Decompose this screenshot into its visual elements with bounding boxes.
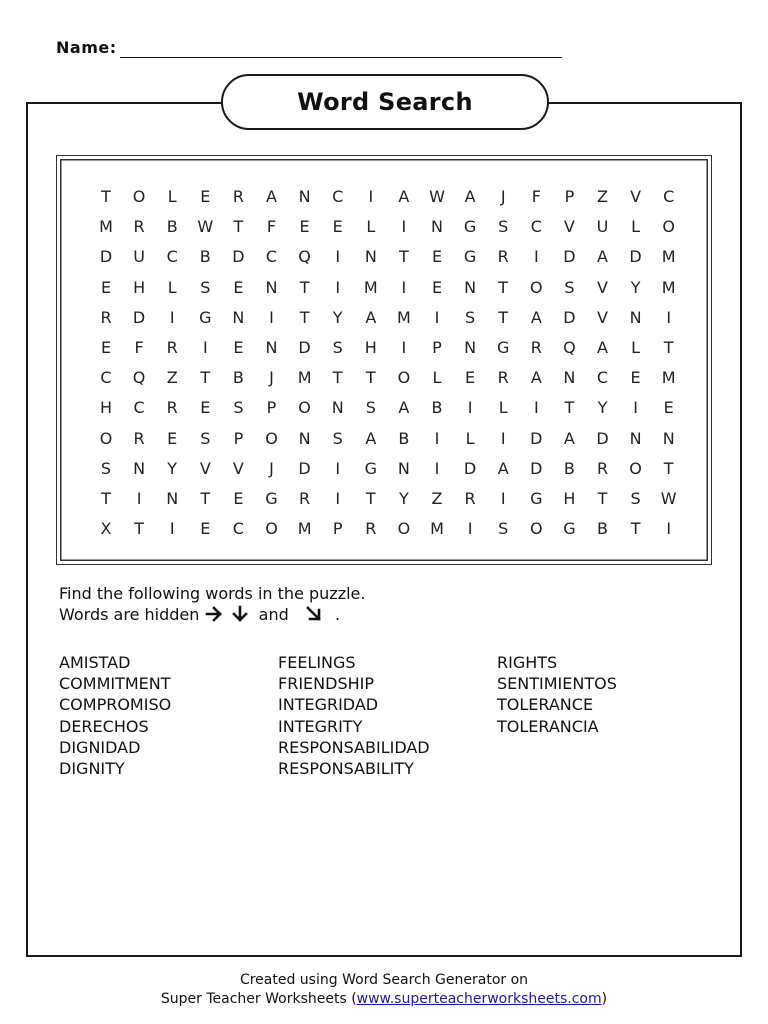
grid-letter: S — [200, 277, 211, 297]
grid-letter: C — [100, 368, 112, 388]
grid-letter: T — [365, 368, 376, 388]
grid-letter: U — [133, 247, 145, 267]
grid-letter: M — [661, 277, 676, 297]
grid-letter: H — [99, 398, 113, 418]
grid-letter: R — [133, 217, 145, 237]
grid-letter: M — [661, 368, 676, 388]
grid-letter: I — [269, 307, 274, 327]
grid-letter: A — [597, 338, 608, 357]
grid-letter: T — [564, 398, 575, 418]
grid-letter: I — [666, 307, 672, 327]
grid-letter: T — [332, 368, 343, 388]
grid-letter: T — [498, 307, 509, 327]
grid-row — [57, 212, 711, 242]
grid-letter: I — [500, 489, 506, 508]
grid-letter: S — [630, 489, 641, 508]
grid-letter: E — [100, 277, 112, 297]
word-list-item: SENTIMIENTOS — [497, 674, 617, 694]
word-list-item: RIGHTS — [497, 653, 558, 672]
grid-letter: S — [332, 428, 343, 448]
grid-letter: Q — [298, 247, 311, 267]
grid-letter: I — [335, 277, 341, 297]
grid-letter: R — [497, 368, 509, 388]
grid-letter: I — [533, 398, 539, 418]
grid-letter: T — [663, 458, 674, 478]
grid-letter: Z — [431, 489, 443, 508]
grid-letter: D — [596, 428, 609, 448]
grid-letter: E — [100, 338, 112, 357]
grid-letter: M — [396, 307, 411, 327]
grid-letter: C — [265, 247, 278, 267]
grid-letter: M — [363, 277, 378, 297]
grid-letter: T — [200, 368, 211, 388]
grid-letter: N — [331, 398, 344, 418]
grid-letter: U — [596, 217, 609, 237]
grid-letter: E — [233, 338, 244, 357]
word-list-item: DIGNITY — [59, 759, 125, 779]
grid-letter: N — [563, 368, 576, 388]
grid-letter: S — [498, 519, 509, 539]
grid-letter: B — [563, 458, 575, 478]
word-list-item: TOLERANCE — [497, 695, 594, 715]
grid-letter: S — [564, 277, 575, 297]
footer-prefix: Super Teacher Worksheets ( — [160, 991, 357, 1007]
grid-letter: O — [265, 428, 278, 448]
grid-letter: M — [661, 247, 676, 267]
grid-letter: F — [134, 338, 144, 357]
grid-letter: I — [434, 307, 440, 327]
worksheet-title: Word Search — [221, 74, 549, 130]
grid-letter: R — [133, 428, 145, 448]
grid-letter: L — [465, 428, 475, 448]
down-arrow-icon — [230, 605, 250, 623]
grid-letter: V — [232, 458, 244, 478]
grid-letter: F — [266, 217, 277, 237]
grid-letter: I — [467, 398, 473, 418]
grid-letter: N — [629, 307, 642, 327]
grid-letter: D — [298, 458, 311, 478]
grid-letter: T — [200, 489, 211, 508]
grid-letter: W — [429, 187, 445, 206]
grid-letter: Z — [166, 368, 178, 388]
grid-letter: R — [596, 458, 609, 478]
grid-letter: M — [430, 519, 444, 539]
grid-row — [57, 182, 711, 212]
grid-letter: G — [496, 338, 510, 357]
grid-letter: P — [332, 519, 343, 539]
grid-letter: I — [467, 519, 473, 539]
grid-letter: B — [597, 519, 608, 539]
grid-letter: N — [166, 489, 179, 508]
grid-letter: N — [298, 428, 311, 448]
grid-letter: I — [434, 428, 440, 448]
grid-letter: T — [233, 217, 244, 237]
grid-letter: A — [563, 428, 575, 448]
grid-letter: E — [431, 277, 443, 297]
grid-letter: E — [200, 519, 211, 539]
grid-letter: O — [397, 519, 411, 539]
grid-letter: L — [432, 368, 442, 388]
grid-letter: A — [398, 398, 410, 418]
grid-letter: L — [366, 217, 376, 237]
grid-letter: I — [666, 519, 672, 539]
grid-letter: I — [169, 519, 175, 539]
grid-letter: S — [498, 217, 509, 237]
word-list-item: INTEGRITY — [278, 716, 363, 736]
grid-letter: C — [332, 187, 344, 206]
grid-letter: E — [431, 247, 443, 267]
grid-letter: V — [597, 277, 608, 297]
grid-letter: T — [299, 307, 310, 327]
grid-letter: N — [397, 458, 410, 478]
grid-letter: A — [597, 247, 608, 267]
grid-letter: D — [530, 428, 543, 448]
grid-letter: I — [136, 489, 142, 508]
grid-letter: R — [100, 307, 112, 327]
grid-letter: D — [99, 247, 113, 267]
grid-letter: O — [265, 519, 278, 539]
grid-letter: I — [401, 277, 407, 297]
grid-letter: C — [663, 187, 675, 206]
grid-letter: T — [597, 489, 608, 508]
grid-letter: T — [101, 489, 111, 508]
grid-row — [57, 454, 711, 484]
grid-letter: E — [332, 217, 343, 237]
grid-letter: J — [269, 368, 274, 388]
grid-letter: D — [463, 458, 477, 478]
grid-letter: N — [464, 277, 477, 297]
footer-link[interactable]: www.superteacherworksheets.com — [356, 991, 602, 1007]
grid-letter: E — [233, 489, 244, 508]
grid-letter: B — [166, 217, 178, 237]
grid-letter: E — [167, 428, 178, 448]
grid-letter: D — [629, 247, 642, 267]
grid-letter: N — [265, 338, 278, 357]
word-list-column-2 — [278, 652, 430, 779]
grid-letter: I — [335, 489, 341, 508]
grid-letter: A — [365, 428, 377, 448]
grid-letter: D — [563, 247, 576, 267]
footer — [0, 971, 768, 1009]
instructions-prefix: Words are hidden — [59, 605, 200, 624]
grid-letter: R — [530, 338, 542, 357]
grid-row — [57, 424, 711, 454]
grid-letter: O — [132, 187, 146, 206]
grid-letter: D — [298, 338, 311, 357]
word-search-grid — [56, 155, 712, 565]
grid-letter: C — [596, 368, 609, 388]
grid-letter: T — [498, 277, 509, 297]
grid-letter: D — [232, 247, 245, 267]
grid-letter: R — [166, 338, 178, 357]
grid-letter: Y — [332, 307, 343, 327]
grid-letter: T — [399, 247, 409, 267]
grid-letter: Q — [132, 368, 146, 388]
grid-row — [57, 242, 711, 272]
instructions-and: and — [258, 605, 289, 624]
grid-letter: R — [365, 519, 377, 539]
grid-row — [57, 273, 711, 303]
grid-letter: O — [99, 428, 113, 448]
grid-letter: G — [530, 489, 543, 508]
right-arrow-icon — [204, 605, 224, 623]
grid-letter: A — [530, 368, 542, 388]
grid-letter: A — [464, 187, 476, 206]
grid-letter: I — [533, 247, 539, 267]
grid-letter: M — [297, 368, 312, 388]
grid-letter: H — [133, 277, 146, 297]
grid-letter: M — [297, 519, 312, 539]
grid-row — [57, 363, 711, 393]
grid-letter: D — [530, 458, 543, 478]
grid-letter: B — [232, 368, 244, 388]
grid-letter: H — [364, 338, 377, 357]
footer-suffix: ) — [601, 991, 608, 1007]
grid-letter: R — [464, 489, 476, 508]
grid-letter: T — [663, 338, 674, 357]
grid-letter: E — [465, 368, 476, 388]
grid-letter: C — [530, 217, 542, 237]
word-list-item: RESPONSABILIDAD — [278, 737, 430, 757]
grid-row — [57, 484, 711, 514]
footer-line1: Created using Word Search Generator on — [239, 972, 529, 988]
grid-letter: E — [630, 368, 641, 388]
grid-letter: S — [233, 398, 244, 418]
grid-letter: T — [299, 277, 310, 297]
grid-letter: D — [132, 307, 146, 327]
instructions-line2 — [59, 604, 365, 625]
grid-letter: I — [368, 187, 374, 206]
grid-letter: F — [531, 187, 541, 206]
grid-letter: Y — [167, 458, 178, 478]
grid-letter: E — [663, 398, 674, 418]
grid-letter: N — [133, 458, 146, 478]
grid-letter: G — [265, 489, 278, 508]
word-list-item: DIGNIDAD — [59, 737, 141, 757]
grid-letter: A — [497, 458, 509, 478]
name-line — [120, 57, 562, 58]
grid-letter: R — [232, 187, 244, 206]
word-list-item: TOLERANCIA — [497, 716, 599, 736]
grid-letter: J — [500, 187, 506, 206]
grid-letter: N — [464, 338, 477, 357]
grid-letter: I — [434, 458, 440, 478]
grid-letter: W — [197, 217, 214, 237]
grid-letter: A — [365, 307, 377, 327]
grid-letter: A — [398, 187, 410, 206]
grid-letter: Y — [597, 398, 608, 418]
grid-letter: T — [101, 187, 111, 206]
grid-letter: V — [630, 187, 642, 206]
word-list-item: COMMITMENT — [59, 674, 171, 694]
word-list-item: FRIENDSHIP — [278, 674, 374, 694]
grid-letter: B — [199, 247, 211, 267]
grid-letter: L — [167, 187, 177, 206]
grid-letter: X — [100, 519, 112, 539]
grid-letter: S — [100, 458, 112, 478]
grid-row — [57, 514, 711, 544]
word-list-item: INTEGRIDAD — [278, 695, 379, 715]
word-list-item: DERECHOS — [59, 716, 149, 736]
grid-letter: E — [200, 398, 211, 418]
grid-row — [57, 393, 711, 423]
grid-letter: I — [335, 247, 341, 267]
grid-letter: C — [133, 398, 145, 418]
grid-letter: V — [597, 307, 608, 327]
down-right-arrow-icon — [304, 605, 324, 623]
word-list-column-3 — [497, 652, 617, 737]
grid-letter: O — [530, 519, 543, 539]
grid-letter: Y — [630, 277, 641, 297]
grid-letter: A — [530, 307, 542, 327]
grid-letter: G — [463, 247, 477, 267]
grid-letter: I — [633, 398, 638, 418]
grid-letter: S — [465, 307, 476, 327]
grid-letter: D — [563, 307, 576, 327]
grid-letter: V — [563, 217, 575, 237]
grid-letter: P — [564, 187, 575, 206]
grid-letter: Q — [563, 338, 576, 357]
grid-letter: T — [630, 519, 641, 539]
grid-letter: O — [298, 398, 311, 418]
grid-letter: S — [332, 338, 343, 357]
instructions-line1: Find the following words in the puzzle. — [59, 584, 366, 603]
grid-letter: I — [169, 307, 175, 327]
grid-letter: A — [266, 187, 277, 206]
grid-row — [57, 303, 711, 333]
instructions — [59, 583, 365, 625]
grid-letter: T — [134, 519, 144, 539]
grid-letter: W — [660, 489, 677, 508]
word-list-item: RESPONSABILITY — [278, 759, 414, 779]
grid-letter: R — [166, 398, 178, 418]
grid-letter: H — [563, 489, 576, 508]
instructions-suffix: . — [334, 605, 341, 624]
grid-letter: Y — [399, 489, 409, 508]
grid-letter: V — [199, 458, 211, 478]
grid-letter: I — [335, 458, 341, 478]
word-list-item: COMPROMISO — [59, 695, 172, 715]
grid-letter: L — [631, 217, 641, 237]
grid-letter: G — [563, 519, 576, 539]
grid-letter: I — [500, 428, 506, 448]
grid-letter: N — [662, 428, 675, 448]
grid-letter: C — [232, 519, 244, 539]
grid-letter: P — [432, 338, 442, 357]
grid-letter: E — [233, 277, 244, 297]
grid-letter: T — [365, 489, 376, 508]
grid-letter: R — [299, 489, 311, 508]
grid-letter: Z — [597, 187, 608, 206]
grid-letter: L — [498, 398, 508, 418]
grid-letter: O — [629, 458, 642, 478]
grid-letter: M — [99, 217, 113, 237]
word-list-item: AMISTAD — [59, 653, 131, 672]
word-list-column-1 — [59, 652, 171, 779]
grid-letter: J — [269, 458, 274, 478]
grid-letter: P — [266, 398, 277, 418]
grid-letter: I — [202, 338, 208, 357]
grid-letter: E — [299, 217, 310, 237]
grid-letter: S — [365, 398, 376, 418]
grid-letter: E — [200, 187, 211, 206]
grid-letter: P — [233, 428, 244, 448]
grid-letter: N — [431, 217, 443, 237]
grid-letter: I — [401, 217, 407, 237]
grid-row — [57, 333, 711, 363]
grid-letter: C — [166, 247, 178, 267]
grid-letter: G — [364, 458, 377, 478]
grid-letter: N — [232, 307, 245, 327]
grid-letter: O — [662, 217, 675, 237]
grid-letter: N — [629, 428, 642, 448]
grid-letter: R — [497, 247, 509, 267]
grid-letter: N — [265, 277, 278, 297]
grid-letter: L — [167, 277, 177, 297]
grid-letter: B — [398, 428, 410, 448]
grid-letter: G — [199, 307, 212, 327]
grid-letter: O — [530, 277, 543, 297]
grid-letter: I — [401, 338, 407, 357]
word-list-item: FEELINGS — [278, 653, 356, 672]
name-label: Name: — [56, 38, 117, 57]
footer-line2 — [0, 990, 768, 1009]
grid-letter: O — [397, 368, 411, 388]
grid-letter: G — [463, 217, 477, 237]
grid-letter: N — [364, 247, 377, 267]
grid-letter: B — [431, 398, 443, 418]
grid-letter: N — [298, 187, 311, 206]
grid-letter: S — [200, 428, 211, 448]
grid-letter: L — [631, 338, 641, 357]
